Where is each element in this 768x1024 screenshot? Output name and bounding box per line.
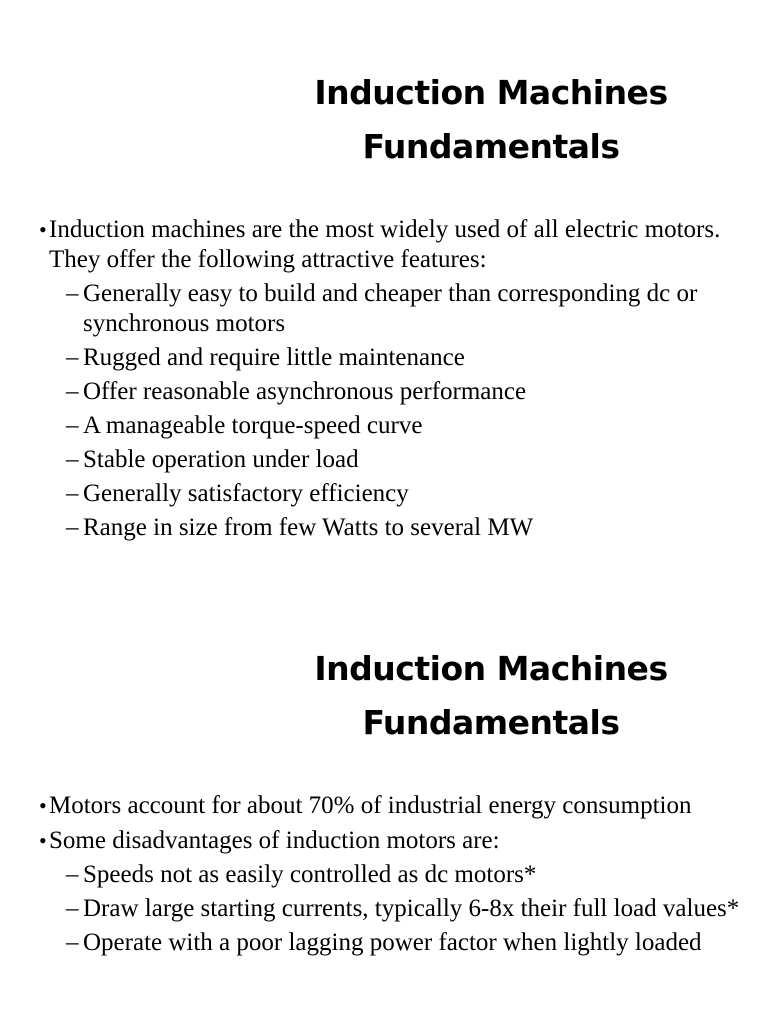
bullet-marker: • <box>39 828 47 853</box>
dash-marker: – <box>66 446 79 473</box>
sub-bullet-text: Operate with a poor lagging power factor when lightly loaded <box>83 929 702 956</box>
slide-title-line: Fundamentals <box>362 127 620 166</box>
sub-bullet-item <box>0 479 768 509</box>
bullet-marker: • <box>39 217 47 242</box>
dash-marker: – <box>66 929 79 956</box>
sub-bullet-item <box>0 445 768 475</box>
bullet-list <box>0 791 768 958</box>
dash-marker: – <box>66 412 79 439</box>
dash-marker: – <box>66 378 79 405</box>
slide-title <box>215 642 767 750</box>
sub-bullet-text: Speeds not as easily controlled as dc motors* <box>83 861 537 888</box>
bullet-text: Motors account for about 70% of industrial energy consumption <box>49 792 692 819</box>
slide-2 <box>0 576 768 1024</box>
bullet-item <box>0 826 768 856</box>
dash-marker: – <box>66 344 79 371</box>
sub-bullet-text: Generally satisfactory efficiency <box>83 480 409 507</box>
sub-bullet-text: Range in size from few Watts to several MW <box>83 514 534 541</box>
sub-bullet-text: Generally easy to build and cheaper than corresponding dc or synchronous motors <box>83 280 698 337</box>
sub-bullet-item <box>0 343 768 373</box>
slide-title <box>215 66 767 174</box>
dash-marker: – <box>66 895 79 922</box>
slide-title-line: Induction Machines <box>314 73 668 112</box>
bullet-list <box>0 215 768 543</box>
sub-bullet-text: Draw large starting currents, typically 6-8x their full load values* <box>83 895 740 922</box>
sub-bullet-item <box>0 377 768 407</box>
sub-bullet-text: A manageable torque-speed curve <box>83 412 423 439</box>
dash-marker: – <box>66 514 79 541</box>
dash-marker: – <box>66 861 79 888</box>
slide-title-line: Induction Machines <box>314 649 668 688</box>
sub-bullet-item <box>0 279 768 339</box>
sub-bullet-text: Offer reasonable asynchronous performance <box>83 378 527 405</box>
bullet-text: Some disadvantages of induction motors are: <box>49 827 500 854</box>
sub-bullet-item <box>0 894 768 924</box>
bullet-item <box>0 215 768 275</box>
sub-bullet-item <box>0 411 768 441</box>
bullet-marker: • <box>39 793 47 818</box>
bullet-text: Induction machines are the most widely used of all electric motors. They offer the following attractive features: <box>49 216 721 273</box>
sub-bullet-text: Rugged and require little maintenance <box>83 344 465 371</box>
sub-bullet-item <box>0 860 768 890</box>
dash-marker: – <box>66 480 79 507</box>
sub-bullet-item <box>0 513 768 543</box>
sub-bullet-text: Stable operation under load <box>83 446 359 473</box>
dash-marker: – <box>66 280 79 307</box>
bullet-item <box>0 791 768 821</box>
sub-bullet-item <box>0 928 768 958</box>
slide-title-line: Fundamentals <box>362 703 620 742</box>
